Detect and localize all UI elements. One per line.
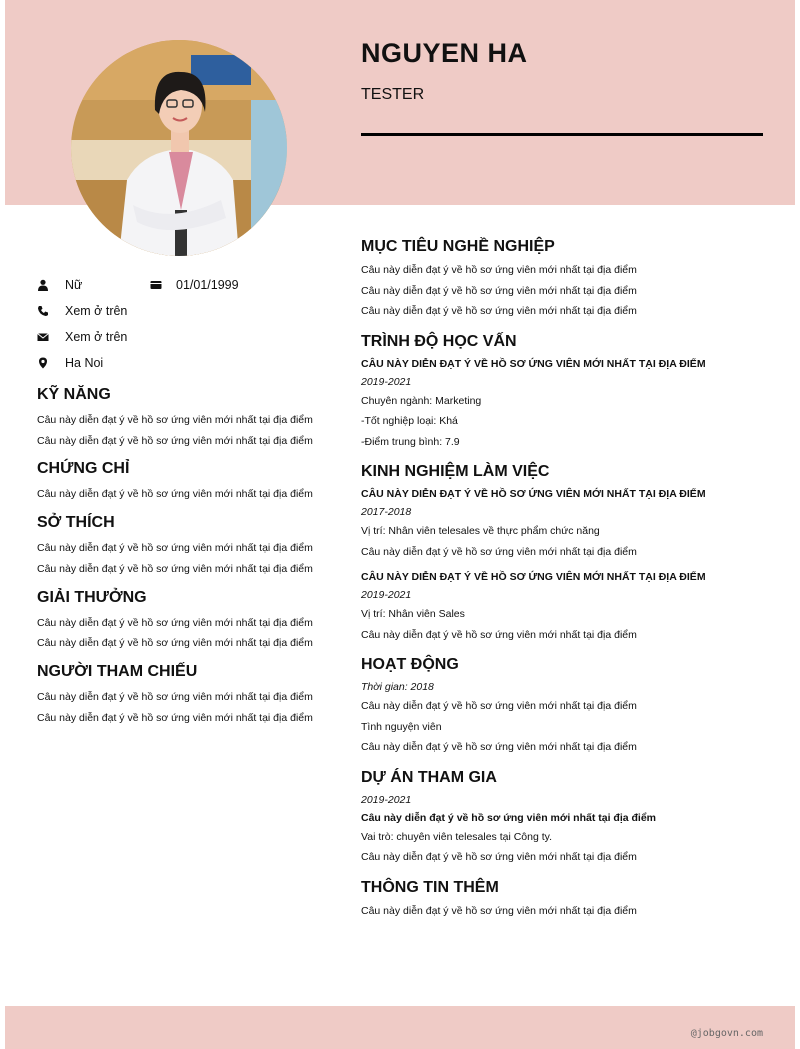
contact-row-address: [37, 350, 337, 376]
additional-line: Câu này diễn đạt ý về hồ sơ ứng viên mới nhất tại địa điểm: [361, 904, 637, 917]
contact-row-gender-dob: [37, 272, 337, 298]
calendar-icon: [150, 279, 162, 291]
address-value: Ha Noi: [65, 356, 104, 370]
reference-item: Câu này diễn đạt ý về hồ sơ ứng viên mới nhất tại địa điểm: [37, 711, 313, 724]
footer-watermark: @jobgovn.com: [690, 1028, 763, 1039]
objective-section: [361, 238, 771, 322]
award-item: Câu này diễn đạt ý về hồ sơ ứng viên mới nhất tại địa điểm: [37, 637, 313, 650]
candidate-name: NGUYEN HA: [361, 38, 528, 68]
additional-info-section: [361, 879, 771, 922]
skills-item: Câu này diễn đạt ý về hồ sơ ứng viên mới nhất tại địa điểm: [37, 414, 313, 426]
gender-value: Nữ: [65, 278, 83, 292]
section-heading: THÔNG TIN THÊM: [361, 878, 499, 896]
objective-line: Câu này diễn đạt ý về hồ sơ ứng viên mới nhất tại địa điểm: [361, 264, 637, 276]
hobby-item: Câu này diễn đạt ý về hồ sơ ứng viên mới nhất tại địa điểm: [37, 542, 313, 555]
section-heading: KỸ NĂNG: [37, 386, 111, 403]
section-heading: NGƯỜI THAM CHIẾU: [37, 662, 198, 680]
activity-line: Câu này diễn đạt ý về hồ sơ ứng viên mới nhất tại địa điểm: [361, 700, 637, 712]
objective-line: Câu này diễn đạt ý về hồ sơ ứng viên mới nhất tại địa điểm: [361, 305, 637, 317]
company-name: CÂU NÀY DIỄN ĐẠT Ý VỀ HỒ SƠ ỨNG VIÊN MỚI NHẤT TẠI ĐỊA ĐIỂM: [361, 488, 706, 500]
section-heading: GIẢI THƯỞNG: [37, 588, 147, 606]
section-heading: MỤC TIÊU NGHỀ NGHIỆP: [361, 238, 555, 255]
award-item: Câu này diễn đạt ý về hồ sơ ứng viên mới nhất tại địa điểm: [37, 616, 313, 629]
dob-value: 01/01/1999: [176, 278, 239, 292]
company-name: CÂU NÀY DIỄN ĐẠT Ý VỀ HỒ SƠ ỨNG VIÊN MỚI NHẤT TẠI ĐỊA ĐIỂM: [361, 571, 706, 583]
education-section: [361, 333, 771, 453]
person-icon: [37, 279, 49, 291]
footer-band: [5, 1006, 795, 1049]
references-section: [37, 663, 321, 728]
reference-item: Câu này diễn đạt ý về hồ sơ ứng viên mới nhất tại địa điểm: [37, 690, 313, 703]
section-heading: KINH NGHIỆM LÀM VIỆC: [361, 463, 550, 480]
projects-section: [361, 769, 771, 868]
contact-info: [37, 272, 337, 376]
activity-period: Thời gian: 2018: [361, 681, 434, 693]
profile-photo: [71, 40, 287, 256]
contact-row-phone: [37, 298, 337, 324]
experience-desc: Câu này diễn đạt ý về hồ sơ ứng viên mới nhất tại địa điểm: [361, 628, 637, 641]
section-heading: TRÌNH ĐỘ HỌC VẤN: [361, 332, 517, 350]
project-line: Câu này diễn đạt ý về hồ sơ ứng viên mới nhất tại địa điểm: [361, 851, 637, 863]
skills-section: [37, 386, 321, 451]
awards-section: [37, 589, 321, 654]
hobbies-section: [37, 514, 321, 579]
experience-desc: Câu này diễn đạt ý về hồ sơ ứng viên mới nhất tại địa điểm: [361, 545, 637, 558]
experience-role: Vị trí: Nhân viên Sales: [361, 608, 465, 620]
left-column: [37, 386, 321, 737]
section-heading: HOẠT ĐỘNG: [361, 656, 459, 673]
right-column: [361, 238, 771, 932]
experience-role: Vị trí: Nhân viên telesales về thực phẩm chức năng: [361, 525, 600, 537]
location-pin-icon: [37, 357, 49, 369]
experience-period: 2017-2018: [361, 506, 412, 518]
certificates-section: [37, 460, 321, 505]
email-value: Xem ở trên: [65, 330, 128, 344]
education-line: -Điểm trung bình: 7.9: [361, 435, 460, 448]
project-period: 2019-2021: [361, 793, 412, 806]
activities-section: [361, 656, 771, 758]
project-line: Vai trò: chuyên viên telesales tại Công ty.: [361, 830, 553, 843]
experience-entry: [361, 485, 771, 562]
certificate-item: Câu này diễn đạt ý về hồ sơ ứng viên mới nhất tại địa điểm: [37, 488, 313, 501]
education-line: Chuyên ngành: Marketing: [361, 394, 482, 407]
activity-line: Câu này diễn đạt ý về hồ sơ ứng viên mới nhất tại địa điểm: [361, 741, 637, 753]
objective-line: Câu này diễn đạt ý về hồ sơ ứng viên mới nhất tại địa điểm: [361, 284, 637, 297]
phone-icon: [37, 305, 49, 317]
education-line: -Tốt nghiệp loại: Khá: [361, 415, 458, 427]
section-heading: DỰ ÁN THAM GIA: [361, 768, 497, 786]
experience-entry: [361, 568, 771, 645]
hobby-item: Câu này diễn đạt ý về hồ sơ ứng viên mới nhất tại địa điểm: [37, 562, 313, 575]
section-heading: SỞ THÍCH: [37, 514, 115, 532]
skills-item: Câu này diễn đạt ý về hồ sơ ứng viên mới nhất tại địa điểm: [37, 434, 313, 447]
section-heading: CHỨNG CHỈ: [37, 460, 130, 478]
experience-section: [361, 463, 771, 645]
resume-page: [5, 0, 795, 1049]
email-icon: [37, 331, 49, 343]
contact-row-email: [37, 324, 337, 350]
project-name: Câu này diễn đạt ý về hồ sơ ứng viên mới nhất tại địa điểm: [361, 811, 657, 824]
school-name: CÂU NÀY DIỄN ĐẠT Ý VỀ HỒ SƠ ỨNG VIÊN MỚI NHẤT TẠI ĐỊA ĐIỂM: [361, 357, 706, 370]
candidate-title: TESTER: [361, 86, 425, 103]
education-period: 2019-2021: [361, 375, 412, 388]
activity-line: Tình nguyện viên: [361, 720, 442, 733]
header-divider: [361, 133, 763, 136]
experience-period: 2019-2021: [361, 589, 412, 601]
phone-value: Xem ở trên: [65, 304, 128, 318]
